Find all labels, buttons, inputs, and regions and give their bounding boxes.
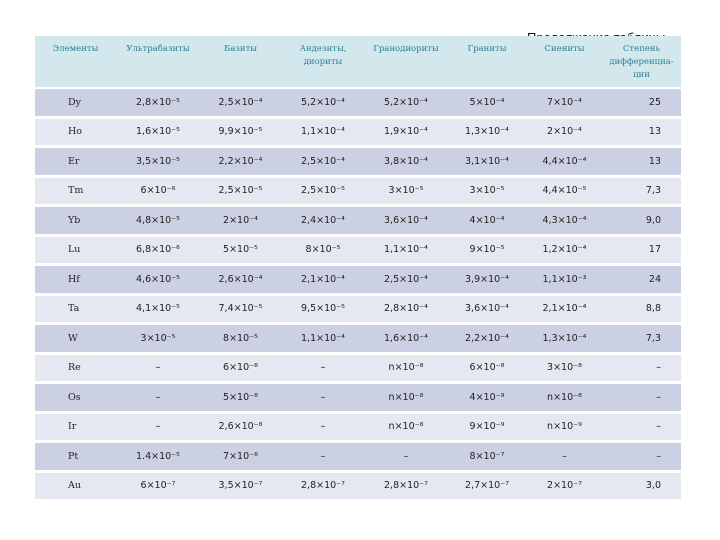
value-cell: 3×10⁻⁵ [365, 176, 447, 206]
value-cell: 1,1×10⁻⁴ [281, 117, 365, 147]
element-symbol-cell: Er [35, 147, 116, 177]
value-cell: 9,5×10⁻⁵ [281, 294, 365, 324]
value-cell: 6×10⁻⁸ [447, 353, 527, 383]
value-cell: 3,6×10⁻⁴ [447, 294, 527, 324]
element-symbol-cell: W [35, 324, 116, 354]
table-row [35, 324, 681, 354]
value-cell: 5,2×10⁻⁴ [281, 88, 365, 117]
value-cell: – [527, 442, 602, 472]
value-cell: 2,2×10⁻⁴ [200, 147, 281, 177]
value-cell: 2×10⁻⁴ [527, 117, 602, 147]
value-cell: 7×10⁻⁶ [200, 442, 281, 472]
element-symbol-cell: Pt [35, 442, 116, 472]
value-cell: 1,2×10⁻⁴ [527, 235, 602, 265]
header-cell: Сиениты [527, 36, 602, 88]
value-cell: 24 [602, 265, 681, 295]
value-cell: n×10⁻⁹ [527, 412, 602, 442]
value-cell: – [602, 353, 681, 383]
value-cell: 6×10⁻⁸ [200, 353, 281, 383]
value-cell: 5×10⁻⁵ [200, 235, 281, 265]
value-cell: n×10⁻⁸ [365, 412, 447, 442]
value-cell: 2,8×10⁻⁷ [365, 471, 447, 501]
value-cell: 2,2×10⁻⁴ [447, 324, 527, 354]
value-cell: 1,1×10⁻³ [527, 265, 602, 295]
table-row [35, 206, 681, 236]
value-cell: n×10⁻⁸ [365, 353, 447, 383]
value-cell: 2,5×10⁻⁴ [200, 88, 281, 117]
value-cell: – [602, 383, 681, 413]
value-cell: 3×10⁻⁵ [116, 324, 200, 354]
value-cell: 2×10⁻⁴ [200, 206, 281, 236]
value-cell: 3,0 [602, 471, 681, 501]
element-symbol-cell: Ho [35, 117, 116, 147]
element-symbol-cell: Ta [35, 294, 116, 324]
value-cell: 9,0 [602, 206, 681, 236]
value-cell: 2,1×10⁻⁴ [527, 294, 602, 324]
table-row [35, 471, 681, 501]
header-row [35, 36, 681, 88]
value-cell: 4×10⁻⁹ [447, 383, 527, 413]
value-cell: 4,4×10⁻⁵ [527, 176, 602, 206]
value-cell: 5,2×10⁻⁴ [365, 88, 447, 117]
value-cell: n×10⁻⁸ [527, 383, 602, 413]
element-symbol-cell: Tm [35, 176, 116, 206]
table-row [35, 147, 681, 177]
value-cell: 2,4×10⁻⁴ [281, 206, 365, 236]
value-cell: 7,3 [602, 324, 681, 354]
table-row [35, 383, 681, 413]
value-cell: 3×10⁻⁵ [447, 176, 527, 206]
value-cell: – [116, 383, 200, 413]
table-row [35, 176, 681, 206]
value-cell: – [116, 412, 200, 442]
table-row [35, 265, 681, 295]
header-cell: Степень дифференциа-ции [602, 36, 681, 88]
value-cell: 1,3×10⁻⁴ [527, 324, 602, 354]
value-cell: 9×10⁻⁵ [447, 235, 527, 265]
value-cell: 4,4×10⁻⁴ [527, 147, 602, 177]
element-symbol-cell: Ir [35, 412, 116, 442]
value-cell: 7,4×10⁻⁵ [200, 294, 281, 324]
value-cell: 9,9×10⁻⁵ [200, 117, 281, 147]
value-cell: 1,9×10⁻⁴ [365, 117, 447, 147]
value-cell: 1,1×10⁻⁴ [365, 235, 447, 265]
value-cell: 2,5×10⁻⁴ [281, 147, 365, 177]
value-cell: 2,5×10⁻⁴ [365, 265, 447, 295]
value-cell: 4,8×10⁻⁵ [116, 206, 200, 236]
value-cell: n×10⁻⁸ [365, 383, 447, 413]
value-cell: – [281, 442, 365, 472]
value-cell: 3,8×10⁻⁴ [365, 147, 447, 177]
value-cell: 6×10⁻⁶ [116, 176, 200, 206]
value-cell: – [602, 442, 681, 472]
table-row [35, 294, 681, 324]
value-cell: 5×10⁻⁴ [447, 88, 527, 117]
value-cell: 2,6×10⁻⁸ [200, 412, 281, 442]
value-cell: 4,3×10⁻⁴ [527, 206, 602, 236]
header-cell: Андезиты, диориты [281, 36, 365, 88]
value-cell: 2,8×10⁻⁷ [281, 471, 365, 501]
value-cell: 4×10⁻⁴ [447, 206, 527, 236]
element-symbol-cell: Lu [35, 235, 116, 265]
value-cell: 17 [602, 235, 681, 265]
header-cell: Граниты [447, 36, 527, 88]
value-cell: 25 [602, 88, 681, 117]
value-cell: 3,5×10⁻⁵ [116, 147, 200, 177]
value-cell: 2×10⁻⁷ [527, 471, 602, 501]
element-symbol-cell: Dy [35, 88, 116, 117]
value-cell: 8×10⁻⁵ [281, 235, 365, 265]
value-cell: 3,1×10⁻⁴ [447, 147, 527, 177]
element-symbol-cell: Au [35, 471, 116, 501]
value-cell: 13 [602, 117, 681, 147]
value-cell: 7,3 [602, 176, 681, 206]
header-cell: Элементы [35, 36, 116, 88]
value-cell: 13 [602, 147, 681, 177]
value-cell: – [281, 353, 365, 383]
value-cell: – [281, 412, 365, 442]
value-cell: 6,8×10⁻⁶ [116, 235, 200, 265]
value-cell: – [281, 383, 365, 413]
element-symbol-cell: Os [35, 383, 116, 413]
table-row [35, 88, 681, 117]
header-cell: Гранодиориты [365, 36, 447, 88]
value-cell: 6×10⁻⁷ [116, 471, 200, 501]
value-cell: 1,1×10⁻⁴ [281, 324, 365, 354]
value-cell: 2,5×10⁻⁵ [200, 176, 281, 206]
value-cell: 8×10⁻⁵ [200, 324, 281, 354]
value-cell: 5×10⁻⁸ [200, 383, 281, 413]
table-row [35, 117, 681, 147]
elements-table [35, 36, 681, 502]
value-cell: 2,6×10⁻⁴ [200, 265, 281, 295]
value-cell: 8,8 [602, 294, 681, 324]
value-cell: 1.4×10⁻⁵ [116, 442, 200, 472]
table-row [35, 442, 681, 472]
element-symbol-cell: Re [35, 353, 116, 383]
table-row [35, 235, 681, 265]
value-cell: 3,6×10⁻⁴ [365, 206, 447, 236]
value-cell: 2,8×10⁻⁵ [116, 88, 200, 117]
table-row [35, 353, 681, 383]
value-cell: 8×10⁻⁷ [447, 442, 527, 472]
value-cell: – [602, 412, 681, 442]
value-cell: 2,1×10⁻⁴ [281, 265, 365, 295]
value-cell: 2,8×10⁻⁴ [365, 294, 447, 324]
value-cell: 4,1×10⁻⁵ [116, 294, 200, 324]
value-cell: 2,5×10⁻⁵ [281, 176, 365, 206]
value-cell: 3,5×10⁻⁷ [200, 471, 281, 501]
value-cell: 3,9×10⁻⁴ [447, 265, 527, 295]
value-cell: 1,6×10⁻⁴ [365, 324, 447, 354]
value-cell: 2,7×10⁻⁷ [447, 471, 527, 501]
element-symbol-cell: Yb [35, 206, 116, 236]
header-cell: Ультрабазиты [116, 36, 200, 88]
value-cell: 3×10⁻⁸ [527, 353, 602, 383]
value-cell: 7×10⁻⁴ [527, 88, 602, 117]
value-cell: – [116, 353, 200, 383]
element-symbol-cell: Hf [35, 265, 116, 295]
value-cell: 9×10⁻⁹ [447, 412, 527, 442]
value-cell: – [365, 442, 447, 472]
table-row [35, 412, 681, 442]
header-cell: Базиты [200, 36, 281, 88]
value-cell: 4,6×10⁻⁵ [116, 265, 200, 295]
value-cell: 1,3×10⁻⁴ [447, 117, 527, 147]
value-cell: 1,6×10⁻⁵ [116, 117, 200, 147]
